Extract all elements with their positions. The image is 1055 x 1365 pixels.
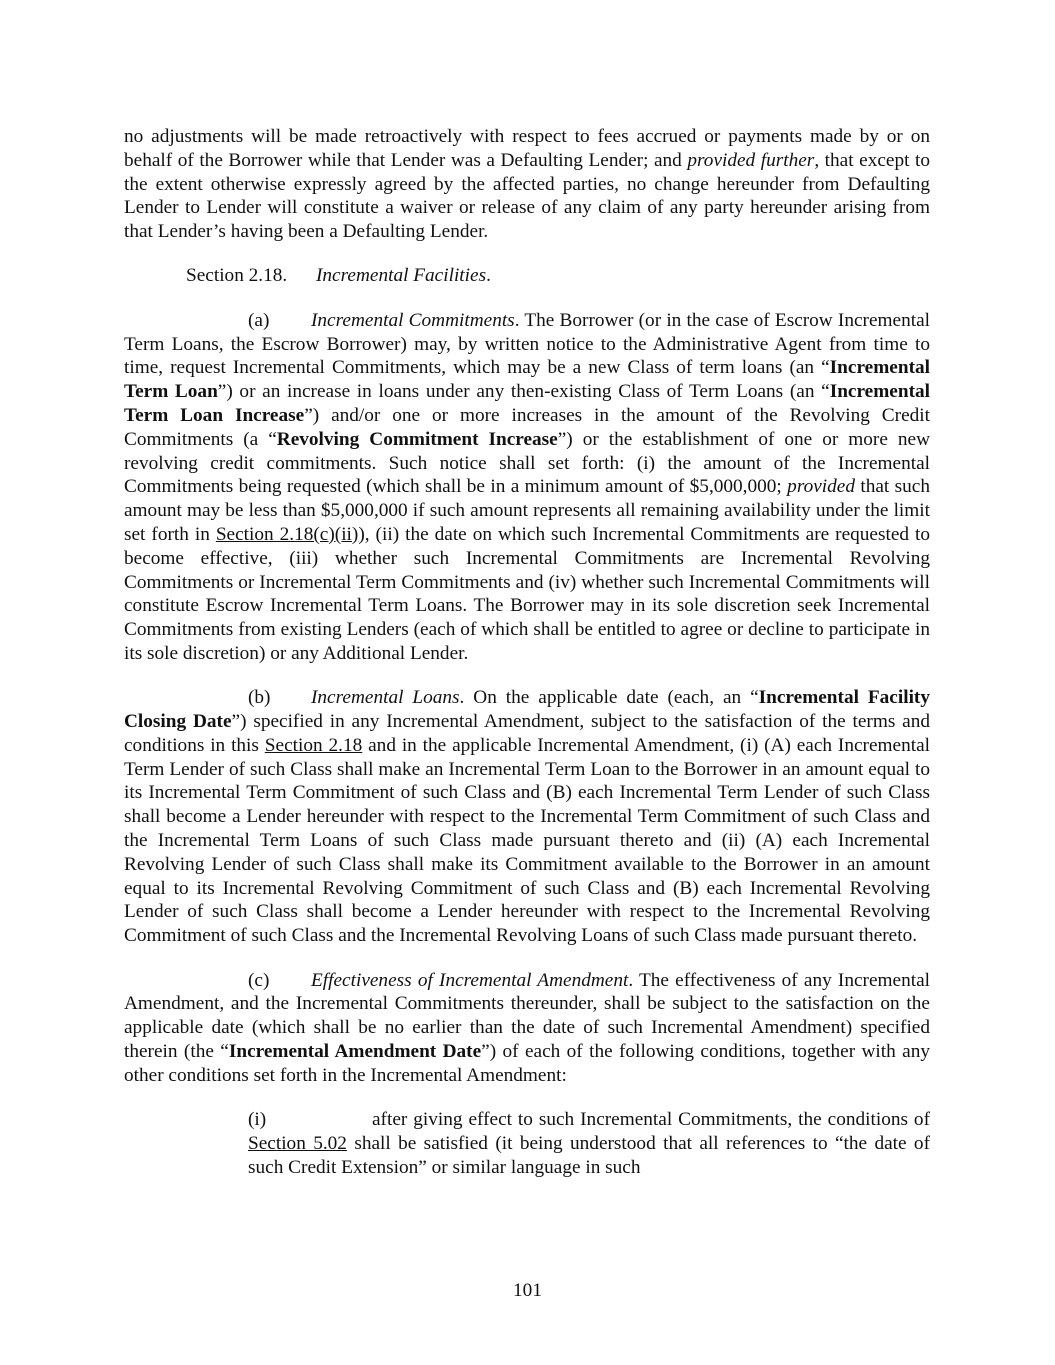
paragraph bbox=[124, 309, 930, 666]
paragraph bbox=[124, 686, 930, 948]
text: , that except to the extent otherwise expressly agreed by the affected parties, no change hereunder from Defaulting Lender to Lender will constitute a waiver or release of any claim of any party hereunder arising from that Lender’s having been a Defaulting Lender. bbox=[124, 149, 930, 243]
text: ”) or an increase in loans under any then-existing Class of Term Loans (an “ bbox=[217, 381, 830, 403]
paragraph bbox=[124, 125, 930, 244]
text: after giving effect to such Incremental Commitments, the conditions of bbox=[372, 1108, 930, 1130]
paragraph-label: (c) bbox=[248, 969, 270, 991]
italic-text: Incremental Loans bbox=[311, 687, 460, 709]
paragraph-label: Section 2.18. bbox=[186, 265, 288, 287]
text: ), (ii) the date on which such Incremental Commitments are requested to become effective, (iii) whether such Incremental Commitments are Incremental Revolving Commitments or Incremental Term Commitments and (iv) whether such Incremental Commitments will constitute Escrow Incremental Term Loans. The Borrower may in its sole discretion seek Incremental Commitments from existing Lenders (each of which shall be entitled to agree or decline to participate in its sole discretion) or any Additional Lender. bbox=[124, 523, 931, 664]
page-number: 101 bbox=[513, 1280, 542, 1301]
text: no adjustments will be made retroactively with respect to fees accrued or payments made by or on behalf of the Borrower while that Lender was a Defaulting Lender; and bbox=[124, 126, 930, 171]
italic-text: provided further bbox=[687, 149, 815, 171]
text: ”) of each of the following conditions, together with any other conditions set forth in the Incremental Amendment: bbox=[124, 1040, 930, 1086]
text: . The Borrower (or in the case of Escrow Incremental Term Loans, the Escrow Borrower) may, by written notice to the Administrative Agent from time to time, request Incremental Commitments, which may be a new Class of term loans (an “ bbox=[124, 309, 931, 379]
defined-term: Incremental Term Loan Increase bbox=[124, 381, 931, 426]
text: ”) or the establishment of one or more new revolving credit commitments. Such notice shall set forth: (i) the amount of the Incremental Commitments being requested (which shall be in a minimum amount of $5,000,000; bbox=[124, 428, 931, 498]
paragraph-label: (b) bbox=[248, 687, 271, 709]
text: . On the applicable date (each, an “ bbox=[459, 687, 759, 709]
defined-term: Incremental Facility Closing Date bbox=[124, 687, 930, 733]
text: and in the applicable Incremental Amendment, (i) (A) each Incremental Term Lender of such Class shall make an Incremental Term Loan to the Borrower in an amount equal to its Incremental Term Commitment of such Class and (B) each Incremental Term Lender of such Class shall become a Lender hereunder with respect to the Incremental Term Commitment of such Class and the Incremental Term Loans of such Class made pursuant thereto and (ii) (A) each Incremental Revolving Lender of such Class shall make its Commitment available to the Borrower in an amount equal to its Incremental Revolving Commitment of such Class and (B) each Incremental Revolving Lender of such Class shall become a Lender hereunder with respect to the Incremental Revolving Commitment of such Class and the Incremental Revolving Loans of such Class made pursuant thereto. bbox=[124, 734, 930, 947]
text: that such amount may be less than $5,000,000 if such amount represents all remaining availability under the limit set forth in bbox=[124, 476, 930, 545]
defined-term: Revolving Commitment Increase bbox=[276, 428, 558, 450]
cross-reference-link[interactable]: Section 2.18 bbox=[264, 734, 363, 756]
section-heading bbox=[124, 264, 930, 288]
italic-text: provided bbox=[787, 476, 855, 498]
defined-term: Incremental Term Loan bbox=[124, 357, 930, 403]
paragraph-label: (a) bbox=[248, 309, 270, 331]
italic-text: Incremental Commitments bbox=[311, 309, 515, 331]
cross-reference-link[interactable]: Section 5.02 bbox=[248, 1132, 347, 1154]
italic-text: Effectiveness of Incremental Amendment bbox=[311, 969, 629, 991]
cross-reference-link[interactable]: Section 2.18(c)(ii) bbox=[215, 523, 359, 545]
paragraph-label: (i) bbox=[248, 1108, 267, 1130]
paragraph bbox=[124, 969, 930, 1088]
defined-term: Incremental Amendment Date bbox=[228, 1040, 482, 1062]
text: ”) and/or one or more increases in the amount of the Revolving Credit Commitments (a “ bbox=[124, 404, 930, 450]
text: . bbox=[486, 265, 491, 287]
text: . The effectiveness of any Incremental Amendment, and the Incremental Commitments thereunder, shall be subject to the satisfaction on the applicable date (which shall be no earlier than the date of such Incremental Amendment) specified therein (the “ bbox=[124, 969, 931, 1062]
text: shall be satisfied (it being understood that all references to “the date of such Credit Extension” or similar language in such bbox=[248, 1132, 930, 1178]
text: ”) specified in any Incremental Amendment, subject to the satisfaction of the terms and conditions in this bbox=[124, 711, 930, 756]
italic-text: Incremental Facilities bbox=[316, 265, 487, 287]
document-page bbox=[124, 125, 930, 1200]
clause-paragraph bbox=[248, 1108, 930, 1179]
